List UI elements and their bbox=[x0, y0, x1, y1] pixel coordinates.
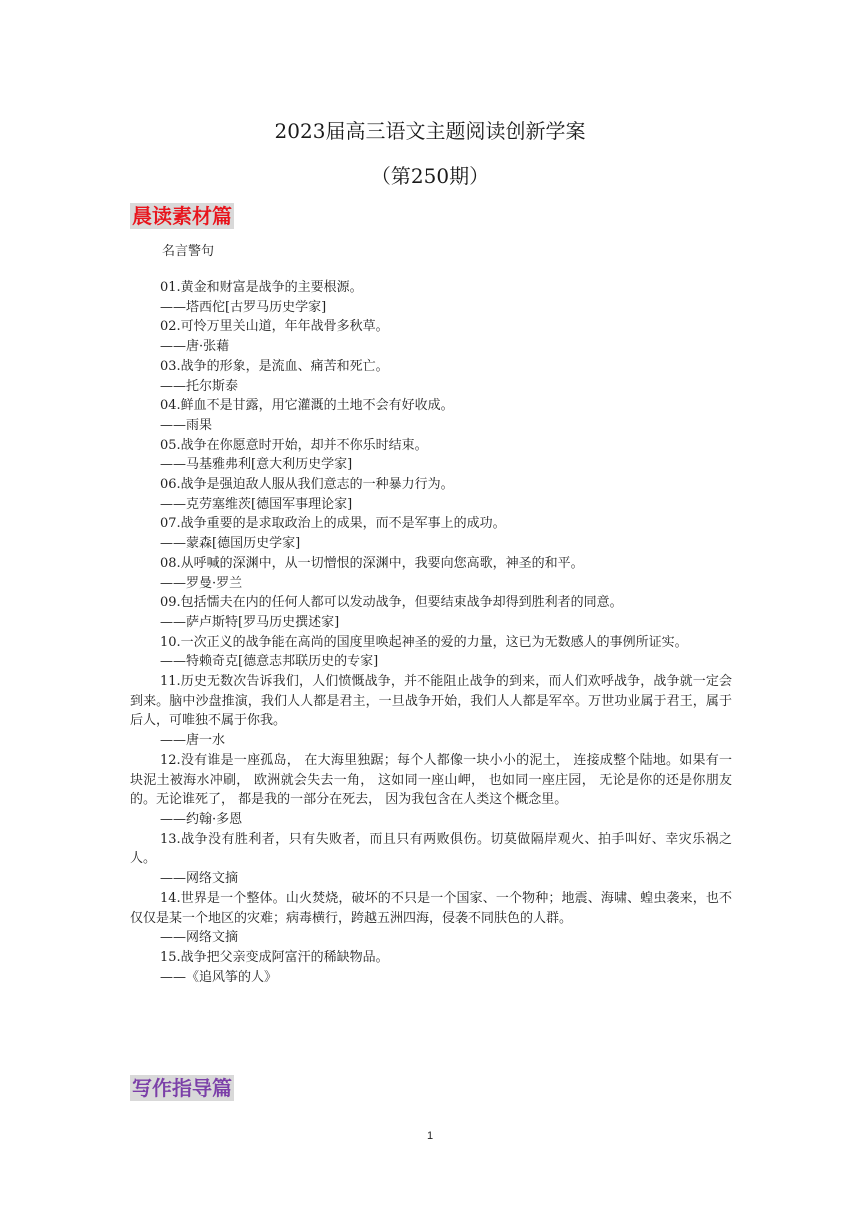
quote-text: 04.鲜血不是甘露，用它灌溉的土地不会有好收成。 bbox=[160, 398, 454, 414]
quote-author: ——塔西佗[古罗马历史学家] bbox=[160, 299, 327, 315]
issue-number: （第250期） bbox=[370, 164, 490, 188]
quote-text: 08.从呼喊的深渊中，从一切憎恨的深渊中，我要向您高歌，神圣的和平。 bbox=[160, 555, 584, 571]
quote-author: ——唐一水 bbox=[160, 733, 226, 749]
quote-text: 13.战争没有胜利者，只有失败者，而且只有两败俱伤。切莫做隔岸观火、拍手叫好、幸灾乐祸之人。 bbox=[130, 831, 732, 867]
quote-author: ——罗曼·罗兰 bbox=[160, 575, 243, 591]
quote-text: 15.战争把父亲变成阿富汗的稀缺物品。 bbox=[160, 949, 389, 965]
quote-author: ——《追风筝的人》 bbox=[160, 969, 278, 985]
quote-author: ——托尔斯泰 bbox=[160, 378, 239, 394]
quote-author: ——克劳塞维茨[德国军事理论家] bbox=[160, 496, 353, 512]
quote-author: ——约翰·多恩 bbox=[160, 811, 243, 827]
quote-text: 06.战争是强迫敌人服从我们意志的一种暴力行为。 bbox=[160, 477, 454, 493]
quote-text: 09.包括懦夫在内的任何人都可以发动战争，但要结束战争却得到胜利者的同意。 bbox=[160, 595, 623, 611]
quote-list bbox=[130, 278, 732, 987]
quote-text: 11.历史无数次告诉我们，人们愤慨战争，并不能阻止战争的到来，而人们欢呼战争，战争就一定会到来。脑中沙盘推演，我们人人都是君主，一旦战争开始，我们人人都是军卒。万世功业属于君王，属于后人，可唯独不属于你我。 bbox=[130, 674, 732, 729]
quote-text: 03.战争的形象，是流血、痛苦和死亡。 bbox=[160, 358, 389, 374]
quote-author: ——雨果 bbox=[160, 417, 213, 433]
quote-author: ——马基雅弗利[意大利历史学家] bbox=[160, 457, 353, 473]
quote-author: ——萨卢斯特[罗马历史撰述家] bbox=[160, 614, 340, 630]
page-number: 1 bbox=[426, 1130, 434, 1142]
quote-text: 14.世界是一个整体。山火焚烧，破坏的不只是一个国家、一个物种；地震、海啸、蝗虫袭来，也不仅仅是某一个地区的灾难；病毒横行，跨越五洲四海，侵袭不同肤色的人群。 bbox=[130, 890, 732, 926]
quote-author: ——网络文摘 bbox=[160, 930, 239, 946]
quote-text: 05.战争在你愿意时开始，却并不你乐时结束。 bbox=[160, 437, 428, 453]
quote-author: ——特赖奇克[德意志邦联历史的专家] bbox=[160, 654, 379, 670]
quote-text: 07.战争重要的是求取政治上的成果，而不是军事上的成功。 bbox=[160, 516, 506, 532]
subheading-quotes: 名言警句 bbox=[162, 244, 215, 259]
quote-text: 10.一次正义的战争能在高尚的国度里唤起神圣的爱的力量，这已为无数感人的事例所证实。 bbox=[160, 634, 688, 650]
quote-author: ——蒙森[德国历史学家] bbox=[160, 536, 301, 552]
section-heading-writing-guidance: 写作指导篇 bbox=[132, 1076, 232, 1100]
quote-text: 02.可怜万里关山道，年年战骨多秋草。 bbox=[160, 319, 389, 335]
quote-author: ——唐·张藉 bbox=[160, 339, 230, 355]
quote-author: ——网络文摘 bbox=[160, 871, 239, 887]
quote-text: 12.没有谁是一座孤岛， 在大海里独踞；每个人都像一块小小的泥土， 连接成整个陆地。如果有一块泥土被海水冲刷， 欧洲就会失去一角， 这如同一座山岬， 也如同一座庄园， 无论是你的还是你朋友的。无论谁死了， 都是我的一部分在死去， 因为我包含在人类这个概念里。 bbox=[130, 752, 732, 808]
section-heading-morning-reading: 晨读素材篇 bbox=[132, 204, 232, 228]
quote-text: 01.黄金和财富是战争的主要根源。 bbox=[160, 280, 363, 295]
document-title: 2023届高三语文主题阅读创新学案 bbox=[274, 119, 586, 143]
